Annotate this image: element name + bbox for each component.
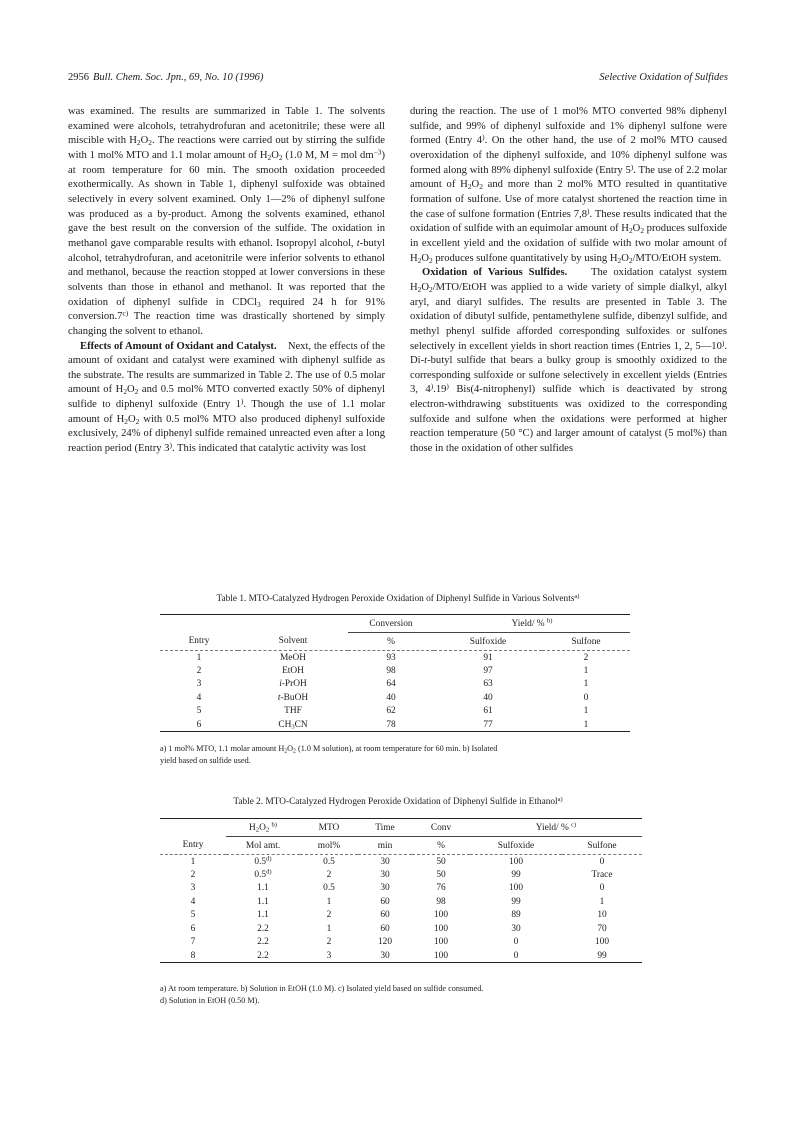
right-column <box>410 105 727 457</box>
table1-footnote-line: yield based on sulfide used. <box>160 756 251 765</box>
table2-cell: 8 <box>190 950 196 961</box>
table2-cell: 0 <box>599 856 605 867</box>
table2-caption-mark: a) <box>557 795 563 803</box>
running-title: Selective Oxidation of Sulfides <box>599 72 728 83</box>
footnote-mark: d) <box>266 855 272 863</box>
table1 <box>160 614 630 732</box>
table2-cell: 1 <box>599 896 605 907</box>
table1-cell: 77 <box>483 719 493 730</box>
table1-cell: 1 <box>583 706 589 717</box>
table2-cell: 76 <box>436 883 446 894</box>
table2-caption-text: Table 2. MTO-Catalyzed Hydrogen Peroxide Oxidation of Diphenyl Sulfide in Ethanol <box>233 797 558 807</box>
table-row <box>160 949 642 963</box>
table2-cell: 89 <box>511 910 521 921</box>
section-heading: Effects of Amount of Oxidant and Catalyst. <box>80 340 277 352</box>
table2-cell: 0.5 <box>323 856 335 867</box>
table1-yield-label: Yield/ % <box>511 618 545 629</box>
table-row <box>160 691 630 705</box>
table2-cell: 120 <box>377 937 393 948</box>
table2-cell: 1.1 <box>257 883 269 894</box>
table2-cell: 6 <box>190 923 196 934</box>
table1-body <box>160 651 630 732</box>
table1-cell: 1 <box>196 652 202 663</box>
table2-yield-mark: c) <box>571 821 577 829</box>
table2-yield-label: Yield/ % <box>535 822 569 833</box>
table-row <box>160 895 642 909</box>
table1-column-headers <box>160 633 630 651</box>
table2-cell: 100 <box>508 883 524 894</box>
section-heading: Oxidation of Various Sulfides. <box>422 267 568 279</box>
table1-cell: 97 <box>483 665 493 676</box>
table1-cell: 0 <box>583 692 589 703</box>
page-number: 2956 <box>68 72 89 83</box>
table1-col-header: Sulfoxide <box>469 636 507 647</box>
table1-cell: 40 <box>483 692 493 703</box>
table2-cell: 1.1 <box>257 896 269 907</box>
table2-h2o2-header <box>226 819 300 837</box>
table-row <box>160 936 642 950</box>
table2-h2o2-mark: b) <box>271 821 277 829</box>
table2-cell: 99 <box>597 950 607 961</box>
table2-col-header: min <box>377 840 393 851</box>
table2-cell: 30 <box>380 869 390 880</box>
table2-cell: 100 <box>433 910 449 921</box>
table1-cell: 2 <box>196 665 202 676</box>
table2-body <box>160 855 642 963</box>
table1-footnote-line: a) 1 mol% MTO, 1.1 molar amount $H_2O_2$ (1.0 M solution), at room temperature for 60 min. b) Isolated <box>160 744 498 755</box>
table1-cell: i-PrOH <box>279 679 307 690</box>
table2-cell: 2.2 <box>257 950 269 961</box>
table1-cell: 1 <box>583 665 589 676</box>
table2-cell: 100 <box>433 937 449 948</box>
table1-cell: 3 <box>196 679 202 690</box>
table-row <box>160 922 642 936</box>
table-row <box>160 868 642 882</box>
table2-cell: 0.5$^{d)}$ <box>254 868 272 880</box>
table1-caption-mark: a) <box>574 592 580 600</box>
paragraph: during the reaction. The use of 1 mol% MTO converted 98% diphenyl sulfide, and 99% of diphenyl sulfoxide and 1% diphenyl sulfone were formed (Entry 4). On the other hand, the use of 2 mol% MTO caused overoxidation of the diphenyl sulfoxide, and 10% diphenyl sulfone was formed along with 89% diphenyl sulfoxide (Entry 5). The use of 2.2 molar amount of $H_2O_2$ and more than 2 mol% MTO resulted in quantitative formation of sulfone. Use of more catalyst shortened the reaction time in the case of sulfone formation (Entries 7,8). These results indicated that the oxidation of sulfide with an equimolar amount of $H_2O_2$ produces sulfoxide in excellent yield and the oxidation of sulfide with two molar amount of $H_2O_2$ produces sulfone quantitatively by using $H_2O_2/MTO$/EtOH system. <box>410 106 728 265</box>
table2-cell: 2.2 <box>257 923 269 934</box>
table1-cell: 4 <box>196 692 202 703</box>
table2-column-headers <box>160 837 642 855</box>
table2-conv-header: Conv <box>412 819 470 837</box>
footnote-mark: d) <box>266 868 272 876</box>
table2-cell: 10 <box>597 910 607 921</box>
table2-col-header: Sulfoxide <box>497 840 535 851</box>
table2-cell: 98 <box>436 896 446 907</box>
table2-cell: 1 <box>326 923 332 934</box>
table2-cell: 1 <box>190 856 196 867</box>
table1-cell: 91 <box>483 652 493 663</box>
table-row <box>160 909 642 923</box>
table2-cell: 0 <box>599 883 605 894</box>
table1-yield-header <box>434 615 630 633</box>
table-row <box>160 855 642 869</box>
table1-cell: 5 <box>196 706 202 717</box>
table2-cell: 5 <box>190 910 196 921</box>
header-left <box>68 72 263 83</box>
table2-cell: 50 <box>436 856 446 867</box>
table2-cell: 100 <box>594 937 610 948</box>
table1-cell: 2 <box>583 652 589 663</box>
paragraph: was examined. The results are summarized in Table 1. The solvents examined were alcohols, tetrahydrofuran and acetonitrile; these were all miscible with $H_2O_2$. The reactions were carried out by stirring the sulfide with 1 mol% MTO and 1.1 molar amount of $H_2O_2$ (1.0 M, M = mol $dm^{-3}$) at room temperature for 60 min. The smooth oxidation proceeded exothermically. As shown in Table 1, diphenyl sulfoxide was obtained selectively in every solvent examined. Only 1—2% of diphenyl sulfone was produced as a by-product. Among the solvents examined, ethanol gave the best result on the conversion of the sulfide. The oxidation in methanol gave comparable results with ethanol. Isopropyl alcohol, t-butyl alcohol, tetrahydrofuran, and acetonitrile were inferior solvents to ethanol and methanol, because the reaction stopped at lower conversions in these solvents than those in ethanol and methanol. It was reported that the oxidation of diphenyl sulfide in CDCl$_3$ required 24 h for 91% conversion.7$^{c)}$ The reaction time was drastically shortened by simply changing the solvent to ethanol. <box>68 106 386 337</box>
table2-cell: 2 <box>326 869 332 880</box>
table2-cell: 0 <box>513 937 519 948</box>
table-row <box>160 705 630 719</box>
table2-cell: 7 <box>190 937 196 948</box>
table2-yield-header <box>470 819 642 837</box>
table1-col-header: Entry <box>188 636 210 647</box>
running-header <box>68 72 728 88</box>
table1-cell: 40 <box>386 692 396 703</box>
table2-footnote-line: d) Solution in EtOH (0.50 M). <box>160 996 260 1005</box>
table1-cell: 61 <box>483 706 493 717</box>
table2-cell: 1 <box>326 896 332 907</box>
table1-cell: 6 <box>196 719 202 730</box>
table2-caption <box>68 797 728 807</box>
table2-cell: 3 <box>190 883 196 894</box>
table2-cell: 30 <box>380 856 390 867</box>
table2-cell: 50 <box>436 869 446 880</box>
table2-footnote-line: a) At room temperature. b) Solution in EtOH (1.0 M). c) Isolated yield based on sulfide consumed. <box>160 984 484 993</box>
paragraph-body: The oxidation catalyst system $H_2O_2/MTO$/EtOH was applied to a wide variety of simple dialkyl, alkyl aryl, and diaryl sulfides. The results are presented in Table 3. The oxidation of dibutyl sulfide, pentamethylene sulfide, dibenzyl sulfide, and methyl phenyl sulfide afforded corresponding sulfoxides or sulfones selectively in excellent yields in short reaction times (Entries 1, 2, 5—10). Di-t-butyl sulfide that bears a bulky group is smoothly oxidized to the corresponding sulfoxide or sulfone selectively in excellent yields (Entries 3, 4).19) Bis(4-nitrophenyl) sulfide which is deactivated by strong electron-withdrawing substituents was oxidized to the corresponding sulfoxide and sulfone when the oxidations were performed at higher reaction temperature (50 °C) and larger amount of catalyst (5 mol%) than those in the oxidation of other sulfides <box>410 267 728 455</box>
table1-col-header: Sulfone <box>571 636 601 647</box>
paragraph <box>410 266 727 457</box>
table1-cell: 63 <box>483 679 493 690</box>
table2-col-header: % <box>437 840 445 851</box>
table2-time-header: Time <box>358 819 412 837</box>
table2-mto-header: MTO <box>300 819 358 837</box>
table2-cell: 100 <box>433 923 449 934</box>
journal-citation: Bull. Chem. Soc. Jpn., 69, No. 10 (1996) <box>93 72 264 83</box>
table1-cell: THF <box>284 706 302 717</box>
table1-cell: 1 <box>583 719 589 730</box>
table2-cell: 4 <box>190 896 196 907</box>
table2-cell: 2.2 <box>257 937 269 948</box>
table1-cell: 62 <box>386 706 396 717</box>
table1-caption <box>68 594 728 604</box>
table-row <box>160 678 630 692</box>
table2-cell: 3 <box>326 950 332 961</box>
table1-cell: MeOH <box>279 652 307 663</box>
table-row <box>160 882 642 896</box>
table2-cell: 30 <box>380 950 390 961</box>
table2-cell: 1.1 <box>257 910 269 921</box>
table1-cell: t-BuOH <box>277 692 309 703</box>
table1-cell: 1 <box>583 679 589 690</box>
table2-h2o2-label: $H_2O_2$ <box>249 822 270 834</box>
table2-cell: Trace <box>591 869 613 880</box>
table-row <box>160 718 630 732</box>
table2-cell: 0.5$^{d)}$ <box>254 855 272 867</box>
table2-cell: 30 <box>511 923 521 934</box>
table2-cell: 0 <box>513 950 519 961</box>
table2-col-header: mol% <box>317 840 341 851</box>
left-column <box>68 105 385 457</box>
table2 <box>160 818 642 963</box>
table2-cell: 2 <box>326 910 332 921</box>
table2-col-header: Sulfone <box>587 840 617 851</box>
table1-cell: $CH_3CN$ <box>278 719 308 731</box>
table1-cell: 93 <box>386 652 396 663</box>
table1-cell: 98 <box>386 665 396 676</box>
table2-cell: 60 <box>380 923 390 934</box>
table2-cell: 60 <box>380 910 390 921</box>
paragraph <box>68 340 385 457</box>
table1-conversion-header: Conversion <box>348 615 434 633</box>
table2-cell: 2 <box>326 937 332 948</box>
table1-col-header: % <box>387 636 395 647</box>
table-row <box>160 651 630 665</box>
table1-cell: 78 <box>386 719 396 730</box>
table1-cell: 64 <box>386 679 396 690</box>
table2-cell: 99 <box>511 869 521 880</box>
table2-cell: 99 <box>511 896 521 907</box>
table2-footnote <box>160 983 640 1007</box>
table2-cell: 100 <box>508 856 524 867</box>
table1-footnote <box>160 743 640 767</box>
table1-col-header: Solvent <box>278 636 308 647</box>
paragraph-body: Next, the effects of the amount of oxidant and catalyst were examined with diphenyl sulfide as the substrate. The results are summarized in Table 2. The use of 0.5 molar amount of $H_2O_2$ and 0.5 mol% MTO converted exactly 50% of diphenyl sulfide to diphenyl sulfoxide (Entry 1). Though the use of 1.1 molar amount of $H_2O_2$ with 0.5 mol% MTO also produced diphenyl sulfoxide exclusively, 24% of diphenyl sulfide remained unreacted even after a long reaction period (Entry 3). This indicated that catalytic activity was lost <box>68 340 385 455</box>
table2-cell: 60 <box>380 896 390 907</box>
table1-cell: EtOH <box>282 665 304 676</box>
table2-cell: 0.5 <box>323 883 335 894</box>
table2-col-header: Mol amt. <box>245 840 281 851</box>
table2-cell: 30 <box>380 883 390 894</box>
table1-yield-mark: b) <box>546 617 553 625</box>
table2-cell: 70 <box>597 923 607 934</box>
table2-cell: 2 <box>190 869 196 880</box>
table2-cell: 100 <box>433 950 449 961</box>
table-row <box>160 664 630 678</box>
table1-caption-text: Table 1. MTO-Catalyzed Hydrogen Peroxide Oxidation of Diphenyl Sulfide in Various Solvents <box>216 594 575 604</box>
table2-col-header: Entry <box>182 840 204 851</box>
